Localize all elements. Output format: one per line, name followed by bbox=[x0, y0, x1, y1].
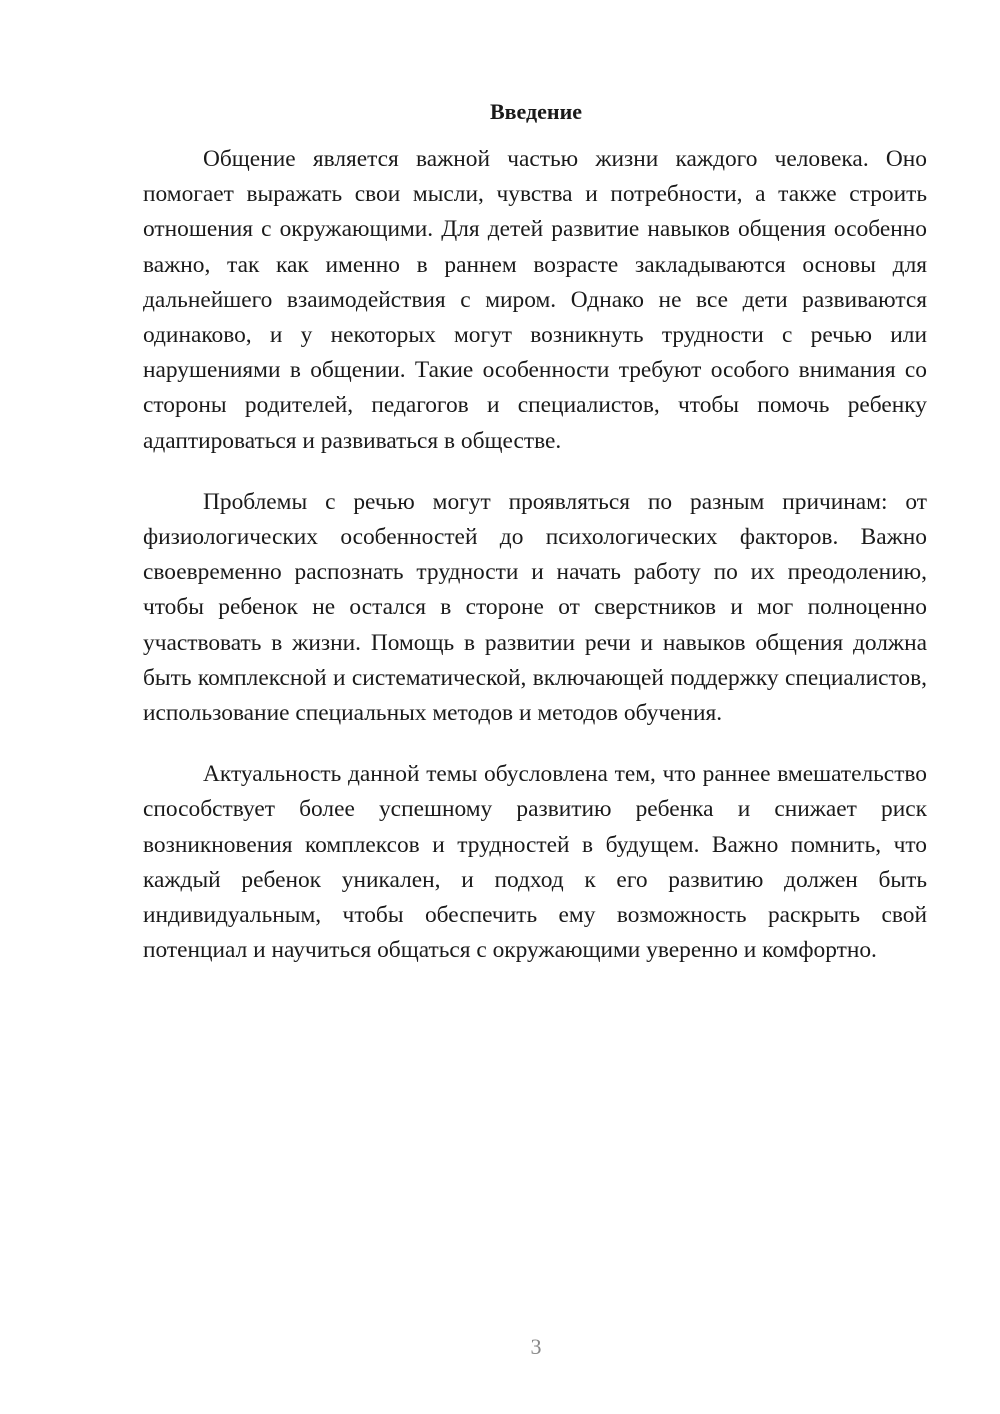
paragraph-3: Актуальность данной темы обусловлена тем, что раннее вмешательство способствует более успешному развитию ребенка и снижает риск возникновения комплексов и трудностей в будущем. Важно помнить, что каждый ребенок уникален, и подход к его развитию должен быть индивидуальным, чтобы обеспечить ему возможность раскрыть свой потенциал и научиться общаться с окружающими уверенно и комфортно. bbox=[143, 761, 927, 964]
paragraph-2: Проблемы с речью могут проявляться по разным причинам: от физиологических особенностей до психологических факторов. Важно своевременно распознать трудности и начать работу по их преодолению, чтобы ребенок не остался в стороне от сверстников и мог полноценно участвовать в жизни. Помощь в развитии речи и навыков общения должна быть комплексной и систематической, включающей поддержку специалистов, использование специальных методов и методов обучения. bbox=[143, 488, 927, 727]
paragraph-1: Общение является важной частью жизни каждого человека. Оно помогает выражать свои мысли, чувства и потребности, а также строить отношения с окружающими. Для детей развитие навыков общения особенно важно, так как именно в раннем возрасте закладываются основы для дальнейшего взаимодействия с миром. Однако не все дети развиваются одинаково, и у некоторых могут возникнуть трудности с речью или нарушениями в общении. Такие особенности требуют особого внимания со стороны родителей, педагогов и специалистов, чтобы помочь ребенку адаптироваться и развиваться в обществе. bbox=[143, 146, 927, 454]
body-text bbox=[143, 142, 927, 994]
section-heading: Введение bbox=[489, 99, 583, 124]
page-number: 3 bbox=[530, 1334, 542, 1359]
